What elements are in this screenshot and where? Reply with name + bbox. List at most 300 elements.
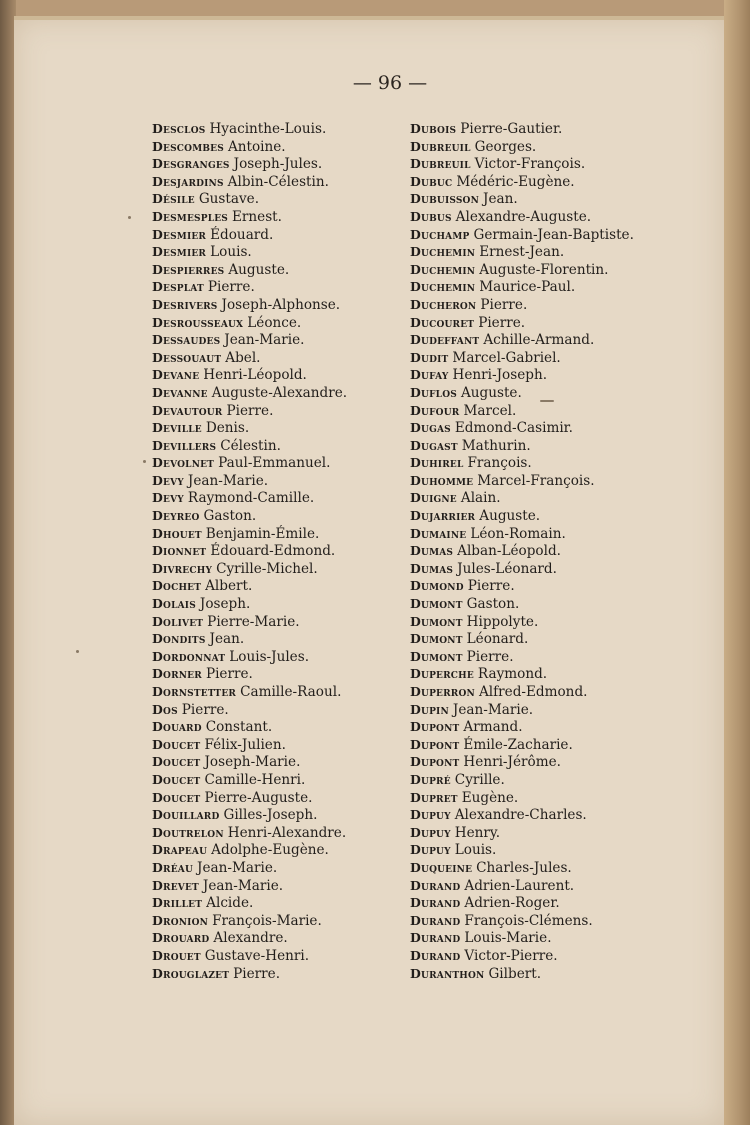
name-entry	[410, 349, 710, 367]
given-names: Joseph-Jules.	[233, 156, 323, 173]
surname: Durand	[410, 895, 461, 911]
given-names: Adrien-Laurent.	[464, 877, 575, 894]
given-names: Albin-Célestin.	[227, 173, 329, 190]
name-entry	[410, 366, 710, 384]
given-names: Henry.	[454, 824, 501, 841]
given-names: Eugène.	[461, 789, 519, 806]
name-entry	[152, 278, 452, 296]
given-names: Félix-Julien.	[204, 736, 286, 753]
paper-speck	[128, 216, 131, 219]
surname: Douard	[152, 719, 202, 735]
surname: Despierres	[152, 261, 225, 277]
name-entry	[152, 841, 452, 859]
given-names: Jules-Léonard.	[457, 560, 557, 577]
name-entry	[410, 683, 710, 701]
surname: Dhouet	[152, 525, 202, 541]
name-entry	[152, 877, 452, 895]
surname: Dumaine	[410, 525, 467, 541]
given-names: François-Clémens.	[464, 912, 593, 929]
given-names: Pierre.	[205, 666, 253, 683]
surname: Doucet	[152, 754, 201, 770]
surname: Devautour	[152, 402, 223, 418]
name-entry	[410, 226, 710, 244]
given-names: Gustave-Henri.	[204, 947, 310, 964]
name-entry	[152, 402, 452, 420]
surname: Dubuc	[410, 173, 453, 189]
name-entry	[152, 525, 452, 543]
surname: Devillers	[152, 437, 217, 453]
given-names: Mathurin.	[461, 437, 531, 454]
name-entry	[152, 894, 452, 912]
given-names: Auguste.	[228, 261, 290, 278]
name-entry	[410, 138, 710, 156]
given-names: Édouard-Edmond.	[210, 543, 336, 560]
name-entry	[152, 173, 452, 191]
given-names: Édouard.	[210, 226, 274, 243]
paper-speck	[76, 650, 79, 653]
surname: Desclos	[152, 121, 206, 136]
surname: Duchamp	[410, 226, 470, 242]
given-names: Adrien-Roger.	[464, 895, 560, 912]
name-entry	[152, 859, 452, 877]
given-names: Gaston.	[466, 596, 520, 613]
name-entry	[410, 806, 710, 824]
surname: Dupont	[410, 719, 460, 735]
name-entry	[152, 384, 452, 402]
name-entry	[410, 208, 710, 226]
name-entry	[410, 190, 710, 208]
name-entry	[152, 437, 452, 455]
surname: Durand	[410, 947, 461, 963]
surname: Dumas	[410, 543, 454, 559]
surname: Drouard	[152, 930, 210, 946]
name-entry	[152, 208, 452, 226]
given-names: Alexandre.	[213, 930, 288, 947]
name-entry	[410, 120, 710, 138]
name-entry	[152, 349, 452, 367]
name-entry	[410, 771, 710, 789]
surname: Dupré	[410, 771, 451, 787]
surname: Dumond	[410, 578, 464, 594]
given-names: Émile-Zacharie.	[463, 736, 573, 753]
given-names: Henri-Léopold.	[203, 367, 307, 384]
name-entry	[152, 120, 452, 138]
surname: Dolivet	[152, 613, 204, 629]
given-names: Gaston.	[203, 508, 257, 525]
surname: Ducouret	[410, 314, 475, 330]
given-names: Médéric-Eugène.	[456, 173, 575, 190]
name-entry	[152, 683, 452, 701]
given-names: Auguste-Alexandre.	[211, 384, 348, 401]
surname: Duchemin	[410, 279, 476, 295]
name-entry	[410, 560, 710, 578]
given-names: Ernest-Jean.	[479, 244, 565, 261]
name-entry	[152, 331, 452, 349]
given-names: Auguste.	[479, 508, 541, 525]
name-entry	[152, 648, 452, 666]
given-names: Marcel.	[463, 402, 517, 419]
given-names: Hippolyte.	[466, 613, 539, 630]
name-entry	[410, 753, 710, 771]
surname: Desmier	[152, 226, 207, 242]
name-entry	[152, 314, 452, 332]
surname: Dumont	[410, 613, 463, 629]
name-entry	[152, 507, 452, 525]
name-entry	[152, 789, 452, 807]
name-entry	[410, 947, 710, 965]
name-entry	[152, 701, 452, 719]
surname: Durand	[410, 912, 461, 928]
given-names: Charles-Jules.	[476, 859, 572, 876]
name-entry	[152, 736, 452, 754]
surname: Desplat	[152, 279, 204, 295]
surname: Dupuy	[410, 842, 451, 858]
name-entry	[410, 278, 710, 296]
surname: Devy	[152, 490, 184, 506]
name-entry	[152, 912, 452, 930]
given-names: Paul-Emmanuel.	[218, 455, 331, 472]
surname: Dionnet	[152, 543, 207, 559]
surname: Dorner	[152, 666, 202, 682]
given-names: Pierre-Auguste.	[204, 789, 313, 806]
name-entry	[410, 384, 710, 402]
name-entry	[410, 877, 710, 895]
surname: Doucet	[152, 736, 201, 752]
given-names: Auguste-Florentin.	[479, 261, 609, 278]
name-entry	[410, 912, 710, 930]
given-names: Pierre.	[181, 701, 229, 718]
surname: Duflos	[410, 384, 457, 400]
surname: Devy	[152, 472, 184, 488]
name-entry	[410, 736, 710, 754]
given-names: Henri-Joseph.	[452, 367, 548, 384]
given-names: Pierre.	[233, 965, 281, 982]
surname: Dupin	[410, 701, 449, 717]
surname: Doucet	[152, 789, 201, 805]
surname: Dupont	[410, 754, 460, 770]
given-names: Camille-Henri.	[204, 771, 306, 788]
given-names: Edmond-Casimir.	[454, 420, 574, 437]
name-entry	[152, 665, 452, 683]
given-names: Alcide.	[206, 895, 254, 912]
surname: Dos	[152, 701, 178, 717]
page-edge	[724, 0, 750, 1125]
page-number: — 96 —	[352, 72, 428, 94]
surname: Dumas	[410, 560, 454, 576]
given-names: Louis-Marie.	[464, 930, 552, 947]
given-names: Achille-Armand.	[483, 332, 595, 349]
surname: Duperche	[410, 666, 474, 682]
name-entry	[152, 366, 452, 384]
surname: Dugas	[410, 420, 451, 436]
given-names: Victor-Pierre.	[464, 947, 558, 964]
surname: Devolnet	[152, 455, 215, 471]
given-names: Pierre.	[207, 279, 255, 296]
surname: Drouglazet	[152, 965, 230, 981]
surname: Désile	[152, 191, 195, 207]
surname: Dubuisson	[410, 191, 480, 207]
given-names: Denis.	[205, 420, 250, 437]
name-entry	[152, 243, 452, 261]
name-entry	[410, 472, 710, 490]
given-names: Alban-Léopold.	[457, 543, 561, 560]
given-names: Maurice-Paul.	[479, 279, 576, 296]
given-names: Alain.	[460, 490, 501, 507]
surname: Desmier	[152, 244, 207, 260]
name-entry	[410, 243, 710, 261]
surname: Desrousseaux	[152, 314, 244, 330]
name-entry	[410, 613, 710, 631]
name-entry	[152, 226, 452, 244]
given-names: Georges.	[474, 138, 537, 155]
given-names: Armand.	[463, 719, 523, 736]
given-names: Joseph.	[199, 596, 251, 613]
surname: Dondits	[152, 631, 206, 647]
name-entry	[410, 419, 710, 437]
name-entry	[410, 314, 710, 332]
given-names: Léonard.	[466, 631, 529, 648]
name-entry	[152, 965, 452, 983]
given-names: Germain-Jean-Baptiste.	[473, 226, 634, 243]
given-names: Louis.	[454, 842, 497, 859]
name-entry	[152, 296, 452, 314]
given-names: Louis.	[210, 244, 252, 261]
surname: Dumont	[410, 596, 463, 612]
surname: Dubreuil	[410, 156, 471, 172]
name-entry	[410, 454, 710, 472]
surname: Dessaudes	[152, 332, 221, 348]
given-names: Alfred-Edmond.	[478, 684, 588, 700]
surname: Durand	[410, 930, 461, 946]
name-entry	[152, 560, 452, 578]
given-names: Victor-François.	[474, 156, 586, 173]
surname: Duhirel	[410, 455, 464, 471]
name-entry	[410, 155, 710, 173]
surname: Duqueine	[410, 859, 473, 875]
given-names: Abel.	[225, 349, 261, 366]
name-entry	[152, 155, 452, 173]
surname: Duchemin	[410, 244, 476, 260]
surname: Dugast	[410, 437, 458, 453]
name-entry	[410, 577, 710, 595]
given-names: Joseph-Marie.	[204, 754, 301, 771]
name-list-left	[152, 120, 452, 982]
name-entry	[152, 806, 452, 824]
surname: Dréau	[152, 859, 194, 875]
surname: Dronion	[152, 912, 209, 928]
name-entry	[410, 718, 710, 736]
surname: Dufour	[410, 402, 460, 418]
surname: Dupuy	[410, 824, 451, 840]
given-names: Gilles-Joseph.	[223, 807, 318, 824]
surname: Dudeffant	[410, 332, 480, 348]
name-entry	[152, 947, 452, 965]
given-names: Pierre.	[480, 296, 528, 313]
given-names: Pierre-Marie.	[207, 613, 300, 630]
given-names: Jean-Marie.	[197, 859, 278, 876]
surname: Drapeau	[152, 842, 208, 858]
surname: Dufay	[410, 367, 449, 383]
surname: Duchemin	[410, 261, 476, 277]
given-names: Adolphe-Eugène.	[211, 842, 329, 859]
surname: Desrivers	[152, 296, 218, 312]
surname: Devanne	[152, 384, 208, 400]
surname: Deville	[152, 420, 202, 436]
given-names: Henri-Alexandre.	[227, 824, 347, 841]
surname: Dumont	[410, 631, 463, 647]
surname: Dubreuil	[410, 138, 471, 154]
given-names: Benjamin-Émile.	[205, 525, 320, 542]
surname: Dubois	[410, 121, 457, 136]
name-entry	[410, 525, 710, 543]
surname: Desjardins	[152, 173, 224, 189]
surname: Dochet	[152, 578, 202, 594]
given-names: Léonce.	[247, 314, 302, 331]
surname: Duperron	[410, 684, 475, 699]
given-names: Louis-Jules.	[229, 648, 310, 665]
surname: Dupret	[410, 789, 458, 805]
name-entry	[410, 595, 710, 613]
name-entry	[410, 630, 710, 648]
surname: Dolais	[152, 596, 196, 612]
given-names: Gilbert.	[488, 965, 542, 982]
name-entry	[152, 577, 452, 595]
surname: Dupuy	[410, 807, 451, 823]
given-names: Jean-Marie.	[452, 701, 534, 718]
name-entry	[410, 437, 710, 455]
name-entry	[410, 665, 710, 683]
surname: Drillet	[152, 895, 203, 911]
name-entry	[152, 630, 452, 648]
name-entry	[410, 789, 710, 807]
given-names: Marcel-Gabriel.	[452, 349, 561, 366]
given-names: Joseph-Alphonse.	[221, 296, 341, 313]
given-names: Célestin.	[220, 437, 281, 454]
name-entry	[410, 894, 710, 912]
given-names: Raymond-Camille.	[187, 490, 315, 507]
name-entry	[152, 489, 452, 507]
given-names: Camille-Raoul.	[240, 684, 342, 700]
name-entry	[410, 701, 710, 719]
surname: Dornstetter	[152, 684, 237, 699]
name-entry	[152, 595, 452, 613]
name-entry	[152, 138, 452, 156]
surname: Duranthon	[410, 965, 485, 981]
surname: Dupont	[410, 736, 460, 752]
given-names: Raymond.	[477, 666, 548, 683]
given-names: Gustave.	[198, 191, 260, 208]
name-entry	[152, 261, 452, 279]
surname: Durand	[410, 877, 461, 893]
surname: Divrechy	[152, 560, 213, 576]
given-names: Ernest.	[231, 208, 282, 225]
given-names: Pierre.	[467, 578, 515, 595]
name-entry	[152, 542, 452, 560]
surname: Dudit	[410, 349, 449, 365]
name-entry	[410, 296, 710, 314]
name-entry	[410, 648, 710, 666]
surname: Dessouaut	[152, 349, 222, 365]
surname: Deyreo	[152, 508, 200, 524]
name-entry	[410, 402, 710, 420]
name-entry	[410, 824, 710, 842]
given-names: Auguste.	[460, 384, 522, 401]
given-names: Alexandre-Charles.	[454, 807, 587, 824]
name-entry	[152, 613, 452, 631]
name-entry	[410, 965, 710, 983]
name-entry	[410, 859, 710, 877]
name-entry	[410, 261, 710, 279]
given-names: Henri-Jérôme.	[463, 754, 561, 771]
name-entry	[410, 331, 710, 349]
given-names: Jean-Marie.	[187, 472, 269, 489]
name-entry	[152, 753, 452, 771]
name-entry	[152, 929, 452, 947]
given-names: Jean.	[209, 631, 245, 648]
surname: Duhomme	[410, 472, 474, 488]
given-names: Albert.	[205, 578, 253, 595]
surname: Drouet	[152, 947, 201, 963]
name-entry	[152, 472, 452, 490]
paper-speck	[143, 460, 146, 463]
page-top-edge	[14, 16, 724, 20]
name-entry	[152, 419, 452, 437]
name-entry	[152, 190, 452, 208]
given-names: Jean-Marie.	[224, 332, 305, 349]
name-entry	[410, 507, 710, 525]
given-names: Marcel-François.	[477, 472, 595, 489]
given-names: Alexandre-Auguste.	[455, 208, 592, 225]
name-entry	[152, 824, 452, 842]
surname: Doucet	[152, 771, 201, 787]
given-names: Pierre.	[226, 402, 274, 419]
given-names: Léon-Romain.	[470, 525, 566, 542]
surname: Duigne	[410, 490, 457, 506]
given-names: François.	[467, 455, 532, 472]
name-entry	[410, 929, 710, 947]
surname: Ducheron	[410, 296, 477, 312]
surname: Doutrelon	[152, 824, 224, 840]
given-names: Cyrille.	[454, 771, 505, 788]
name-entry	[152, 771, 452, 789]
surname: Devane	[152, 367, 200, 383]
name-entry	[410, 542, 710, 560]
given-names: Pierre.	[466, 648, 514, 665]
given-names: Constant.	[205, 719, 273, 736]
surname: Dordonnat	[152, 648, 226, 664]
given-names: Cyrille-Michel.	[216, 560, 318, 577]
name-entry	[152, 454, 452, 472]
name-list-right	[410, 120, 710, 982]
surname: Dubus	[410, 208, 452, 224]
name-entry	[410, 841, 710, 859]
given-names: François-Marie.	[212, 912, 322, 929]
surname: Douillard	[152, 807, 220, 823]
name-entry	[152, 718, 452, 736]
given-names: Antoine.	[227, 138, 286, 155]
surname: Desgranges	[152, 156, 230, 172]
given-names: Pierre-Gautier.	[460, 121, 563, 137]
surname: Desmesples	[152, 208, 228, 224]
surname: Drevet	[152, 877, 199, 893]
surname: Dumont	[410, 648, 463, 664]
given-names: Hyacinthe-Louis.	[209, 121, 327, 137]
surname: Dujarrier	[410, 508, 476, 524]
given-names: Jean-Marie.	[202, 877, 284, 894]
given-names: Pierre.	[478, 314, 526, 331]
given-names: Jean.	[483, 191, 518, 208]
name-entry	[410, 489, 710, 507]
